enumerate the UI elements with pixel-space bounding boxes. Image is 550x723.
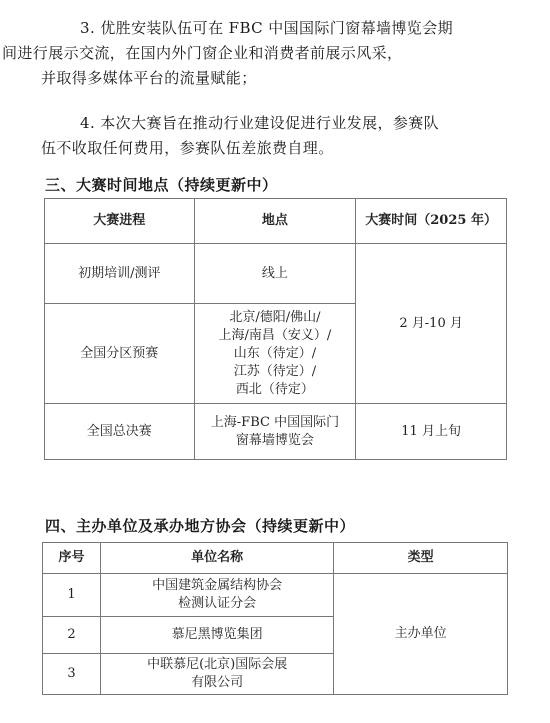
schedule-table xyxy=(44,198,507,460)
paragraph-3-line-2: 间进行展示交流，在国内外门窗企业和消费者前展示风采， xyxy=(2,44,403,62)
unit-name-cell xyxy=(100,617,333,654)
schedule-header-row xyxy=(45,199,507,244)
number-cell: 2 xyxy=(43,617,101,654)
sponsor-table xyxy=(42,542,508,695)
paragraph-3-line-3: 并取得多媒体平台的流量赋能； xyxy=(41,69,257,87)
location-cell xyxy=(194,304,356,404)
unit-name-line: 中联慕尼(北京)国际会展 xyxy=(147,657,288,672)
location-line: 山东（待定）/ xyxy=(233,345,317,361)
unit-name-cell xyxy=(100,574,333,617)
sponsor-header-row xyxy=(43,543,508,574)
location-line: 西北（待定） xyxy=(235,381,314,397)
sponsor-row xyxy=(43,574,508,617)
time-cell-merged: 2 月-10 月 xyxy=(356,244,507,404)
section-4-heading: 四、主办单位及承办地方协会（持续更新中） xyxy=(45,517,356,535)
unit-name-line: 慕尼黑博览集团 xyxy=(171,627,263,642)
header-stage: 大赛进程 xyxy=(45,199,195,244)
unit-name-cell xyxy=(100,654,333,695)
location-line: 北京/德阳/佛山/ xyxy=(229,309,321,325)
header-number: 序号 xyxy=(43,543,101,574)
location-line: 窗幕墙博览会 xyxy=(235,432,314,448)
paragraph-3 xyxy=(2,16,509,91)
paragraph-3-line-1: 3. 优胜安装队伍可在 FBC 中国国际门窗幕墙博览会期 xyxy=(80,19,454,37)
section-3-heading: 三、大赛时间地点（持续更新中） xyxy=(45,176,278,194)
header-location: 地点 xyxy=(194,199,356,244)
schedule-row xyxy=(45,404,507,460)
header-unit-name: 单位名称 xyxy=(100,543,333,574)
number-cell: 3 xyxy=(43,654,101,695)
unit-name-line: 检测认证分会 xyxy=(178,596,257,611)
header-type: 类型 xyxy=(334,543,508,574)
location-cell xyxy=(194,244,356,304)
paragraph-4-line-1: 4. 本次大赛旨在推动行业建设促进行业发展，参赛队 xyxy=(80,114,440,132)
unit-name-line: 中国建筑金属结构协会 xyxy=(152,578,283,593)
time-cell: 11 月上旬 xyxy=(356,404,507,460)
stage-cell: 全国分区预赛 xyxy=(45,304,195,404)
paragraph-4-line-2: 伍不收取任何费用，参赛队伍差旅费自理。 xyxy=(41,139,334,157)
location-line: 上海/南昌（安义）/ xyxy=(218,327,332,343)
stage-cell: 初期培训/测评 xyxy=(45,244,195,304)
number-cell: 1 xyxy=(43,574,101,617)
stage-cell: 全国总决赛 xyxy=(45,404,195,460)
location-cell xyxy=(194,404,356,460)
schedule-row xyxy=(45,244,507,304)
location-line: 江苏（待定）/ xyxy=(233,363,317,379)
location-line: 线上 xyxy=(261,265,288,281)
location-line: 上海-FBC 中国国际门 xyxy=(210,414,340,430)
unit-name-line: 有限公司 xyxy=(191,675,244,690)
paragraph-4 xyxy=(41,111,509,161)
type-cell-merged: 主办单位 xyxy=(334,574,508,695)
header-time: 大赛时间（2025 年） xyxy=(356,199,507,244)
